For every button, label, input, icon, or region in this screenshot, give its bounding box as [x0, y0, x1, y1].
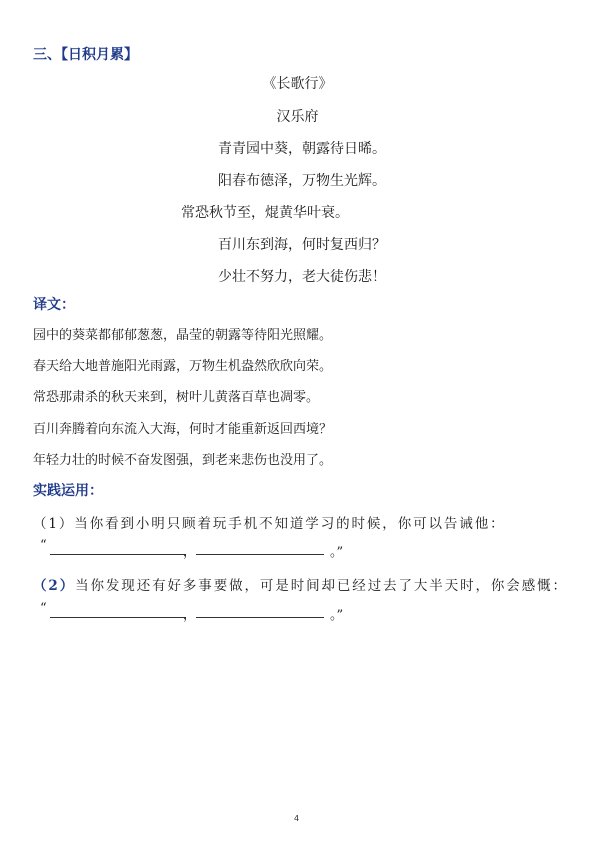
question-number: （2） [33, 578, 76, 594]
close-quote: 。” [330, 608, 344, 623]
poem-line: 青青园中葵，朝露待日晞。 [218, 141, 386, 157]
poem-line: 少壮不努力，老大徒伤悲！ [218, 269, 386, 285]
question-text: 当你看到小明只顾着玩手机不知道学习的时候，你可以告诫他： [74, 516, 506, 532]
poem-line: 阳春布德泽，万物生光辉。 [218, 173, 386, 189]
poem-title: 《长歌行》 [262, 76, 333, 92]
translation-heading: 译文： [33, 297, 75, 313]
poem-line: 常恐秋节至，焜黄华叶衰。 [181, 205, 349, 221]
page-number: 4 [294, 814, 300, 823]
practice-heading: 实践运用： [33, 483, 103, 499]
translation-line: 春天给大地普施阳光雨露，万物生机盎然欣欣向荣。 [33, 359, 333, 374]
answer-blank[interactable] [196, 554, 324, 555]
question-2 [33, 574, 568, 594]
translation-line: 百川奔腾着向东流入大海，何时才能重新返回西境？ [33, 422, 333, 437]
translation-line: 常恐那肃杀的秋天来到，树叶儿黄落百草也凋零。 [33, 390, 320, 405]
question-number: （1） [33, 516, 75, 532]
question-text: 当你发现还有好多事要做，可是时间却已经过去了大半天时，你会感慨： [75, 578, 568, 594]
open-quote: “ [40, 538, 47, 553]
answer-blank[interactable] [196, 617, 324, 618]
poem-author: 汉乐府 [276, 109, 319, 125]
comma-mark: ， [183, 608, 197, 623]
section-heading: 三、【日积月累】 [33, 47, 138, 63]
translation-line: 年轻力壮的时候不奋发图强，到老来悲伤也没用了。 [33, 453, 333, 468]
poem-line: 百川东到海，何时复西归？ [218, 237, 386, 253]
open-quote: “ [40, 601, 47, 616]
answer-blank[interactable] [50, 617, 186, 618]
question-1 [33, 512, 506, 532]
translation-line: 园中的葵菜都郁郁葱葱，晶莹的朝露等待阳光照耀。 [33, 328, 333, 343]
answer-blank[interactable] [50, 554, 186, 555]
comma-mark: ， [183, 545, 197, 560]
close-quote: 。” [330, 545, 344, 560]
